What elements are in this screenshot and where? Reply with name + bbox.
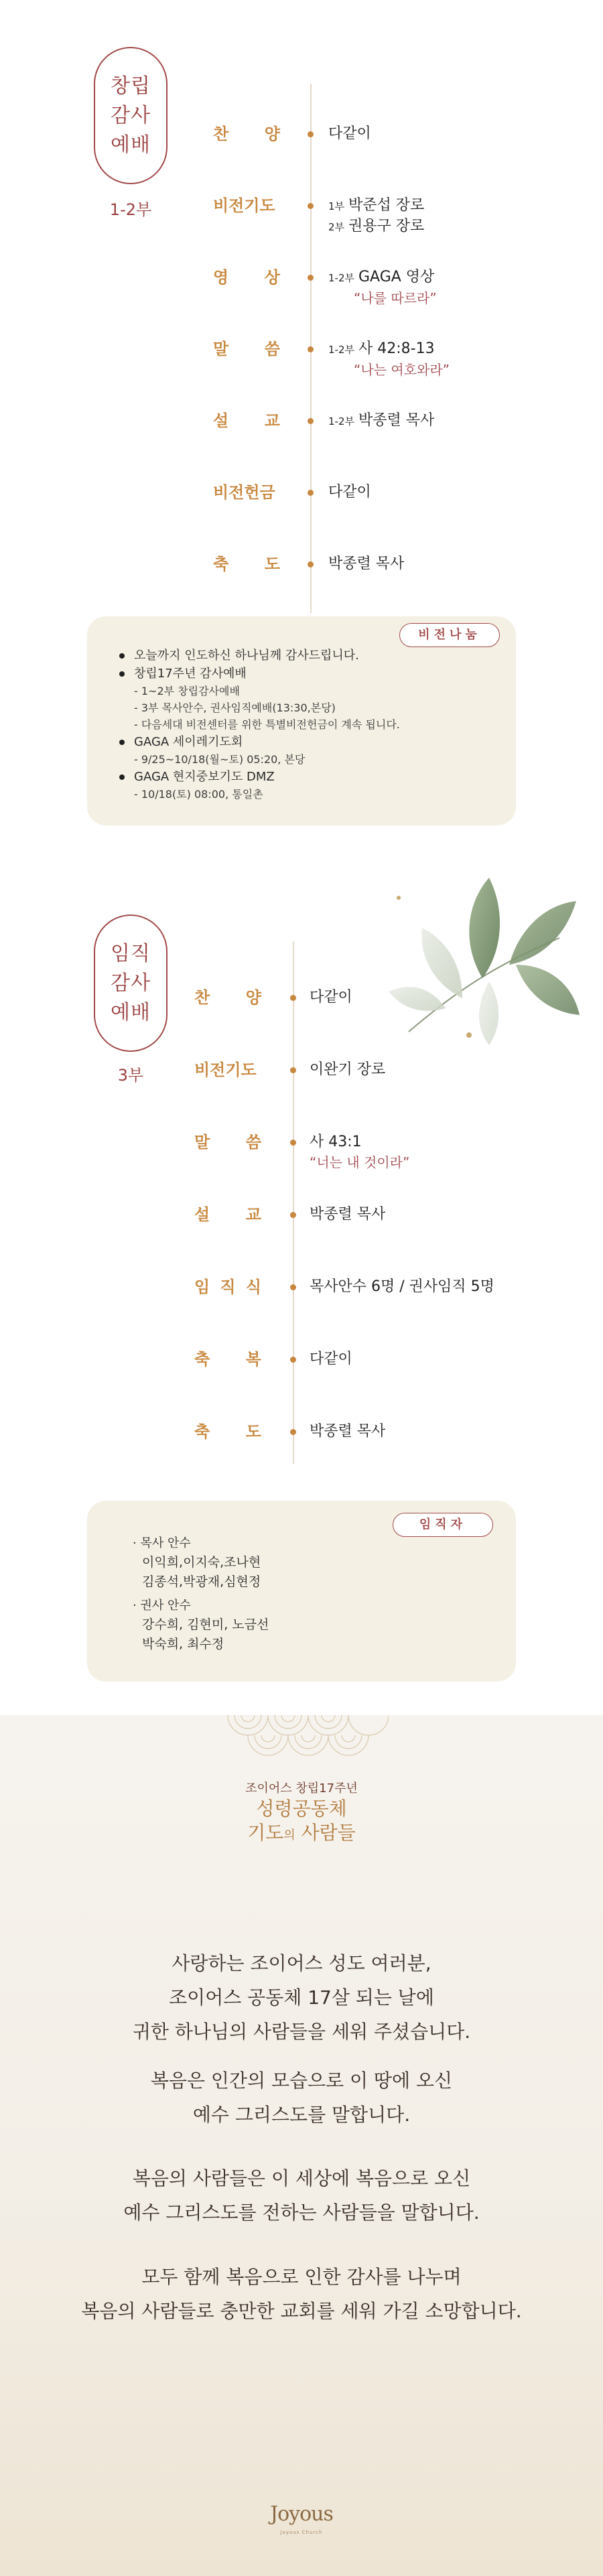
message-line: 귀한 하나님의 사람들을 세워 주셨습니다.: [132, 2021, 471, 2043]
part-tag: 2부: [328, 221, 345, 233]
order-value-line: [328, 482, 371, 502]
scripture-quote: “나를 따르라”: [354, 290, 437, 306]
order-value: [328, 339, 450, 381]
message-title: 성령공동체: [256, 1798, 347, 1820]
order-label: 축 도: [213, 555, 280, 573]
timeline-dot-icon: [290, 1429, 296, 1435]
order-label: 영 상: [213, 268, 280, 287]
message-line: 사랑하는 조이어스 성도 여러분,: [172, 1952, 431, 1974]
value-text: 다같이: [310, 1351, 352, 1367]
ordained-members-title: 임직자: [393, 1513, 493, 1537]
order-value-line: [310, 1205, 385, 1225]
message-paragraph: [0, 2063, 603, 2132]
badge-line: 예배: [111, 133, 151, 157]
order-value-line: [328, 554, 404, 574]
badge-line: 예배: [111, 1000, 151, 1024]
order-value-line: [310, 1277, 494, 1297]
part-tag: 1부: [328, 200, 345, 212]
message-line: 복음은 인간의 모습으로 이 땅에 오신: [150, 2070, 453, 2092]
badge-line: 감사: [111, 103, 151, 127]
scripture-quote: “너는 내 것이라”: [310, 1154, 410, 1170]
timeline-dot-icon: [290, 995, 296, 1001]
timeline-dot-icon: [308, 490, 314, 496]
order-value: [328, 554, 404, 574]
order-label: 말 씀: [213, 340, 280, 358]
message-kicker: 조이어스 창립17주년: [245, 1781, 358, 1795]
note-item: GAGA 세이레기도회: [114, 733, 400, 751]
vision-sharing-list: [114, 647, 400, 803]
order-value: [310, 1349, 352, 1369]
order-value-line: [310, 1152, 409, 1173]
part-tag: 1-2부: [328, 344, 354, 356]
leaf-decoration-icon: [382, 864, 583, 1055]
timeline-dot-icon: [290, 1357, 296, 1363]
wave-pattern-icon: [214, 1715, 389, 1769]
order-value-line: [310, 1060, 385, 1080]
title-particle: 의: [283, 1828, 295, 1842]
note-item: 오늘까지 인도하신 하나님께 감사드립니다.: [114, 647, 400, 665]
order-value: [328, 124, 371, 144]
order-label: 임 직 식: [194, 1278, 261, 1296]
order-value-line: [328, 216, 424, 237]
timeline-dot-icon: [290, 1067, 296, 1073]
timeline-dot-icon: [290, 1212, 296, 1218]
value-text: 박종렬 목사: [310, 1423, 386, 1440]
value-text: 목사안수 6명 / 권사임직 5명: [310, 1278, 494, 1295]
message-title-second-line: [0, 1821, 603, 1848]
note-subitem: - 1~2부 창립감사예배: [134, 685, 240, 697]
timeline-line: [293, 941, 294, 1464]
order-value: [328, 267, 437, 309]
message-paragraph: [0, 2161, 603, 2230]
timeline-dot-icon: [308, 203, 314, 209]
value-text: 다같이: [328, 484, 371, 500]
order-value: [310, 1060, 385, 1080]
value-text: 이완기 장로: [310, 1061, 386, 1078]
joyous-logo: Joyous: [270, 2502, 333, 2526]
message-line: 조이어스 공동체 17살 되는 날에: [169, 1986, 434, 2009]
timeline-dot-icon: [308, 346, 314, 352]
note-item: GAGA 현지중보기도 DMZ: [114, 768, 400, 786]
founding-service-parts: 1-2부: [109, 200, 152, 219]
message-paragraph: [0, 2260, 603, 2328]
timeline-dot-icon: [290, 1140, 296, 1146]
group-title: · 권사 안수: [133, 1599, 191, 1613]
order-value: [310, 1205, 385, 1225]
deaconess-ordination-group: [133, 1597, 269, 1654]
founding-service-badge: [94, 47, 168, 184]
order-label: 비전기도: [194, 1061, 257, 1079]
order-value: [328, 411, 434, 431]
note-subitem: - 다음세대 비전센터를 위한 특별비전헌금이 계속 됩니다.: [134, 718, 400, 731]
order-value-line: [328, 288, 437, 309]
order-value: [328, 482, 371, 502]
message-paragraph: [0, 1946, 603, 2049]
order-value: [310, 1132, 409, 1173]
order-value: [310, 1422, 385, 1442]
order-label: 축 도: [194, 1422, 261, 1441]
group-member-line: 박숙희, 최수정: [142, 1637, 224, 1651]
timeline-dot-icon: [308, 561, 314, 567]
timeline-dot-icon: [308, 275, 314, 281]
group-member-line: 김종석,박광재,심현정: [142, 1574, 261, 1589]
order-label: 말 씀: [194, 1133, 261, 1152]
badge-line: 임직: [111, 941, 151, 965]
message-line: 모두 함께 복음으로 인한 감사를 나누며: [141, 2266, 462, 2288]
value-text: 박준섭 장로: [348, 197, 425, 214]
message-line: 복음의 사람들은 이 세상에 복음으로 오신: [132, 2167, 471, 2189]
order-value-line: [328, 124, 371, 144]
group-title: · 목사 안수: [133, 1536, 191, 1550]
ordination-service-badge: [94, 914, 168, 1052]
order-value-line: [310, 988, 352, 1008]
badge-line: 감사: [111, 971, 151, 995]
order-label: 찬 양: [213, 125, 280, 143]
vision-sharing-box: [87, 616, 516, 825]
value-text: 사 42:8-13: [358, 340, 435, 357]
order-label: 설 교: [194, 1205, 261, 1224]
order-value-line: [310, 1422, 385, 1442]
value-text: GAGA 영상: [358, 269, 435, 285]
part-tag: 1-2부: [328, 272, 354, 284]
joyous-logo-sub: Joyous Church: [280, 2530, 323, 2535]
value-text: 권용구 장로: [348, 218, 425, 234]
order-label: 찬 양: [194, 988, 261, 1007]
order-label: 비전기도: [213, 196, 275, 215]
title-word: 기도: [247, 1822, 284, 1844]
group-member-line: 이익희,이지숙,조나현: [142, 1555, 261, 1570]
order-value: [310, 988, 352, 1008]
order-value-line: [328, 196, 424, 216]
timeline-dot-icon: [290, 1284, 296, 1290]
vision-sharing-title: 비전나눔: [399, 623, 500, 647]
order-value-line: [328, 411, 434, 431]
message-line: 복음의 사람들로 충만한 교회를 세워 가길 소망합니다.: [81, 2300, 522, 2322]
part-tag: 1-2부: [328, 415, 354, 427]
ordained-members-box: [87, 1501, 516, 1682]
value-text: 박종렬 목사: [328, 555, 405, 572]
note-subitem: - 10/18(토) 08:00, 통일촌: [134, 788, 263, 801]
value-text: 박종렬 목사: [358, 412, 435, 429]
badge-line: 창립: [111, 74, 151, 98]
note-item: 창립17주년 감사예배: [114, 665, 400, 683]
message-line: 예수 그리스도를 전하는 사람들을 말합니다.: [123, 2201, 480, 2224]
scripture-quote: “나는 여호와라”: [354, 362, 450, 378]
order-value-line: [310, 1349, 352, 1369]
order-label: 설 교: [213, 411, 280, 430]
order-label: 축 복: [194, 1350, 261, 1369]
value-text: 다같이: [328, 125, 371, 142]
group-member-line: 강수희, 김현미, 노금선: [142, 1617, 269, 1632]
order-value-line: [328, 267, 437, 288]
title-word: 사람들: [295, 1822, 356, 1844]
order-value-line: [328, 360, 450, 381]
value-text: 박종렬 목사: [310, 1206, 386, 1223]
timeline-dot-icon: [308, 131, 314, 137]
ordination-service-parts: 3부: [117, 1066, 144, 1085]
order-value-line: [310, 1132, 409, 1152]
message-line: 예수 그리스도를 말합니다.: [192, 2104, 411, 2126]
pastor-ordination-group: [133, 1534, 261, 1592]
timeline-dot-icon: [308, 418, 314, 424]
value-text: 다같이: [310, 989, 352, 1006]
note-subitem: - 3부 목사안수, 권사임직예배(13:30,본당): [134, 701, 336, 714]
note-subitem: - 9/25~10/18(월~토) 05:20, 본당: [134, 753, 306, 766]
value-text: 사 43:1: [310, 1134, 362, 1150]
order-value-line: [328, 339, 450, 360]
order-label: 비전헌금: [213, 483, 275, 502]
order-value: [310, 1277, 494, 1297]
order-value: [328, 196, 424, 237]
